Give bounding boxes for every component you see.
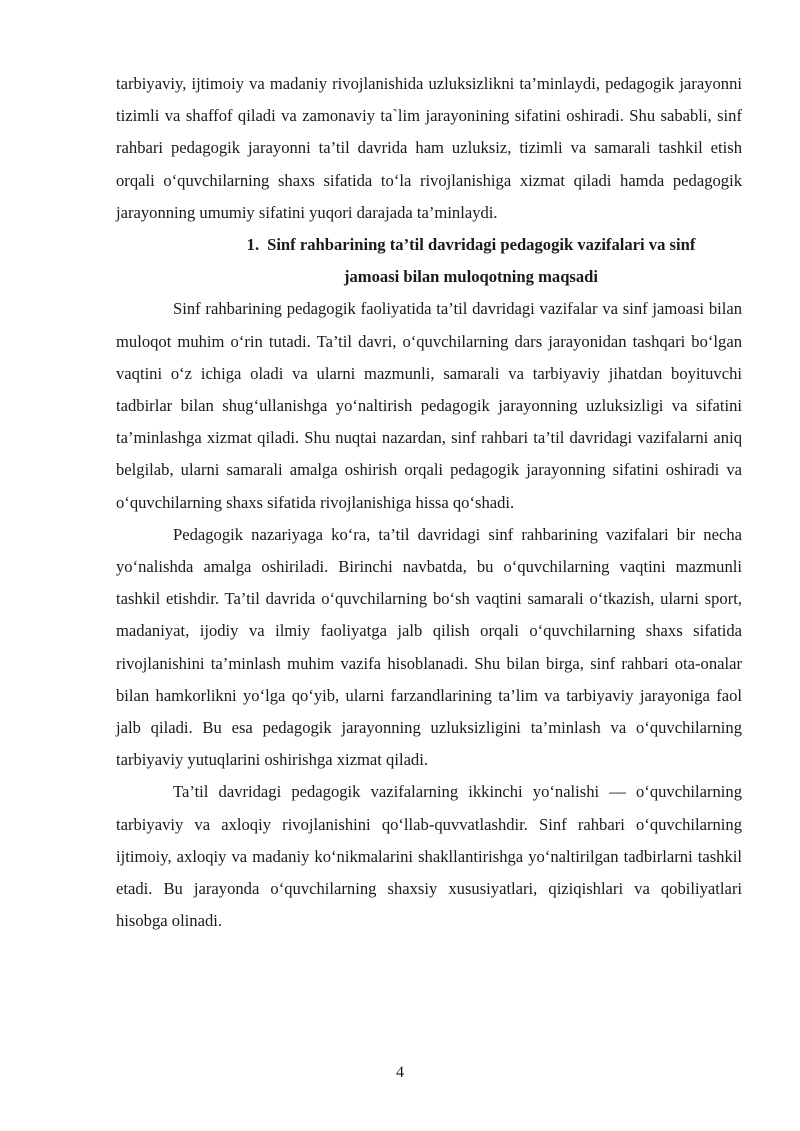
section-heading-line1: Sinf rahbarining ta’til davridagi pedagogik vazifalari va sinf — [267, 235, 696, 255]
body-paragraph-1: Sinf rahbarining pedagogik faoliyatida ta’til davridagi vazifalar va sinf jamoasi bilan muloqot muhim o‘rin tutadi. Ta’til davri, o‘quvchilarning dars jarayonidan tashqari bo‘lgan vaqtini o‘z ichiga oladi va ularni mazmunli, samarali va tarbiyaviy jihatdan boyituvchi tadbirlar bilan shug‘ullanishga yo‘naltirish pedagogik jarayonning uzluksizligi va sifatini ta’minlashga xizmat qiladi. Shu nuqtai nazardan, sinf rahbari ta’til davridagi vazifalarni aniq belgilab, ularni samarali amalga oshirish orqali pedagogik jarayonning sifatini oshiradi va o‘quvchilarning shaxs sifatida rivojlanishiga hissa qo‘shadi. — [116, 299, 742, 512]
section-heading-line2: jamoasi bilan muloqotning maqsadi — [343, 267, 599, 287]
intro-paragraph: tarbiyaviy, ijtimoiy va madaniy rivojlanishida uzluksizlikni ta’minlaydi, pedagogik jarayonni tizimli va shaffof qiladi va zamonaviy ta`lim jarayonining sifatini oshiradi. Shu sababli, sinf rahbari pedagogik jarayonni ta’til davrida ham uzluksiz, tizimli va samarali tashkil etish orqali o‘quvchilarning shaxs sifatida to‘la rivojlanishiga xizmat qiladi hamda pedagogik jarayonning umumiy sifatini yuqori darajada ta’minlaydi. — [116, 74, 742, 222]
document-page — [116, 68, 742, 937]
body-paragraph-2: Pedagogik nazariyaga ko‘ra, ta’til davridagi sinf rahbarining vazifalari bir necha yo‘nalishda amalga oshiriladi. Birinchi navbatda, bu o‘quvchilarning vaqtini mazmunli tashkil etishdir. Ta’til davrida o‘quvchilarning bo‘sh vaqtini samarali o‘tkazish, ularni sport, madaniyat, ijodiy va ilmiy faoliyatga jalb qilish orqali o‘quvchilarning shaxs sifatida rivojlanishini ta’minlash muhim vazifa hisoblanadi. Shu bilan birga, sinf rahbari ota-onalar bilan hamkorlikni yo‘lga qo‘yib, ularni farzandlarining ta’lim va tarbiyaviy jarayoniga faol jalb qiladi. Bu esa pedagogik jarayonning uzluksizligini ta’minlash va o‘quvchilarning tarbiyaviy yutuqlarini oshirishga xizmat qiladi. — [116, 524, 742, 770]
page-number: 4 — [396, 1064, 404, 1081]
section-number: 1. — [246, 235, 260, 255]
body-paragraph-3: Ta’til davridagi pedagogik vazifalarning ikkinchi yo‘nalishi — o‘quvchilarning tarbiyaviy va axloqiy rivojlanishini qo‘llab-quvvatlashdir. Sinf rahbari o‘quvchilarning ijtimoiy, axloqiy va madaniy ko‘nikmalarini shakllantirishga yo‘naltirilgan tadbirlarni tashkil etadi. Bu jarayonda o‘quvchilarning shaxsiy xususiyatlari, qiziqishlari va qobiliyatlari hisobga olinadi. — [116, 782, 742, 931]
section-heading — [116, 229, 742, 293]
